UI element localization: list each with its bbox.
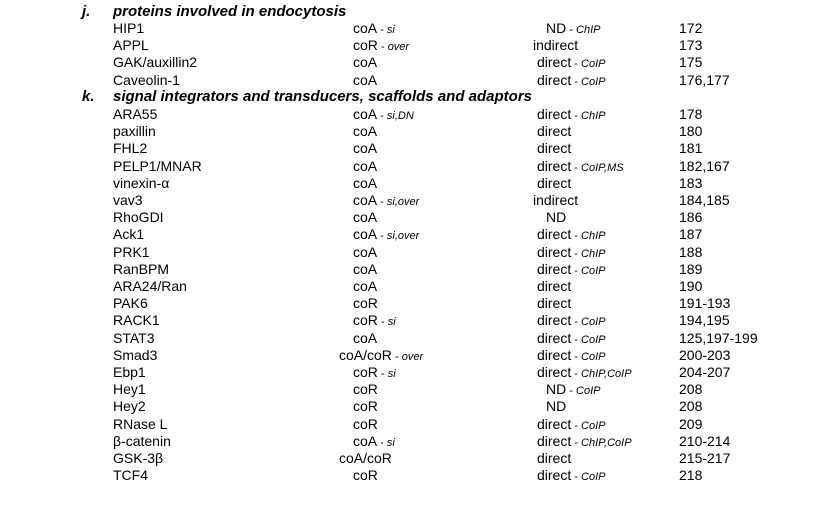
coregulator-activity	[353, 312, 396, 331]
table-row	[0, 416, 820, 433]
activity-method-note: si,DN	[386, 110, 414, 122]
interaction-type	[546, 398, 566, 415]
note-separator: -	[571, 230, 582, 243]
protein-name: β-catenin	[113, 432, 171, 449]
interaction-value: direct	[537, 415, 572, 432]
interaction-value: direct	[537, 346, 572, 363]
section-letter: k.	[82, 88, 95, 105]
interaction-method-note: CoIP	[581, 264, 606, 277]
interaction-value: indirect	[533, 37, 579, 54]
activity-method-note: si,over	[386, 230, 420, 243]
coregulator-activity	[353, 123, 377, 140]
reference-numbers: 181	[679, 140, 703, 157]
reference-numbers: 175	[679, 54, 703, 71]
activity-method-note: si	[386, 24, 395, 36]
activity-value: coR	[353, 37, 378, 54]
protein-name: ARA24/Ran	[113, 278, 187, 294]
activity-value: coA	[353, 243, 378, 260]
reference-numbers: 215-217	[679, 450, 731, 466]
protein-name: APPL	[113, 37, 149, 54]
reference-numbers: 188	[679, 243, 703, 260]
coregulator-activity	[353, 295, 378, 312]
protein-name: GSK-3β	[113, 450, 164, 466]
note-separator: -	[571, 471, 582, 484]
reference-numbers: 194,195	[679, 312, 730, 329]
protein-name: STAT3	[113, 329, 155, 346]
interaction-type	[537, 416, 605, 435]
activity-method-note: si	[387, 368, 396, 380]
interaction-value: ND	[546, 381, 567, 398]
interaction-type	[546, 209, 566, 226]
reference-numbers: 180	[679, 123, 703, 140]
reference-numbers: 125,197-199	[679, 329, 758, 346]
table-row	[0, 37, 820, 54]
reference-numbers: 178	[679, 106, 703, 122]
interaction-method-note: CoIP	[581, 333, 606, 346]
coregulator-activity	[353, 416, 378, 433]
activity-value: coA	[353, 20, 378, 36]
activity-value: coA	[353, 174, 378, 191]
activity-value: coA	[353, 157, 378, 174]
interaction-type	[537, 175, 571, 192]
protein-name: PAK6	[113, 295, 148, 312]
reference-numbers: 218	[679, 467, 703, 484]
interaction-type	[537, 244, 605, 263]
interaction-method-note: CoIP	[581, 419, 606, 432]
interaction-method-note: CoIP	[581, 471, 606, 484]
activity-value: coA	[353, 329, 378, 346]
protein-name: paxillin	[113, 123, 156, 140]
activity-value: coR	[353, 398, 378, 415]
interaction-value: direct	[537, 467, 572, 484]
note-separator: -	[571, 264, 582, 277]
reference-numbers: 183	[679, 174, 703, 191]
note-separator: -	[391, 350, 402, 363]
interaction-type	[537, 450, 571, 467]
reference-numbers: 190	[679, 278, 703, 294]
table-row	[0, 244, 820, 261]
coregulator-activity	[353, 54, 377, 71]
table-row	[0, 123, 820, 140]
interaction-method-note: ChIP,CoIP	[581, 368, 632, 380]
table-row	[0, 175, 820, 192]
protein-name: GAK/auxillin2	[113, 54, 198, 71]
coregulator-activity	[353, 140, 377, 157]
reference-numbers: 176,177	[679, 71, 730, 88]
protein-name: TCF4	[113, 467, 148, 484]
note-separator: -	[571, 350, 582, 363]
reference-numbers: 173	[679, 37, 703, 54]
coregulator-activity	[353, 244, 377, 261]
protein-name: Hey1	[113, 381, 146, 398]
interaction-type	[537, 312, 605, 331]
coregulator-activity	[353, 158, 377, 175]
coregulator-activity	[353, 433, 395, 452]
table-row	[0, 106, 820, 123]
interaction-type	[537, 295, 571, 312]
activity-value: coA	[353, 432, 378, 449]
activity-value: coR	[353, 415, 378, 432]
table-row	[0, 398, 820, 415]
note-separator: -	[377, 230, 387, 243]
interaction-method-note: CoIP	[581, 316, 606, 329]
table-row	[0, 295, 820, 312]
activity-method-note: si	[386, 436, 395, 449]
table-row	[0, 330, 820, 347]
activity-method-note: si,over	[386, 196, 420, 208]
note-separator: -	[377, 41, 388, 54]
coregulator-activity	[339, 347, 423, 366]
protein-name: Smad3	[113, 346, 158, 363]
interaction-type	[537, 140, 571, 157]
coregulator-activity	[353, 261, 377, 278]
note-separator: -	[377, 368, 388, 380]
activity-value: coA	[353, 106, 378, 122]
protein-name: RNase L	[113, 415, 168, 432]
table-row	[0, 347, 820, 364]
protein-name: Caveolin-1	[113, 71, 180, 88]
interaction-method-note: ChIP,CoIP	[581, 436, 632, 449]
protein-name: FHL2	[113, 140, 148, 157]
table-row	[0, 364, 820, 381]
reference-numbers: 186	[679, 209, 703, 226]
protein-name: vav3	[113, 192, 143, 208]
coregulator-activity	[353, 467, 378, 484]
activity-value: coA	[353, 123, 378, 140]
interaction-type	[537, 467, 605, 486]
interaction-value: direct	[537, 312, 572, 329]
interaction-method-note: ChIP	[581, 230, 606, 243]
note-separator: -	[571, 161, 582, 174]
interaction-type	[537, 158, 624, 177]
activity-value: coA	[353, 209, 378, 226]
interaction-value: direct	[537, 54, 572, 71]
coregulator-activity	[353, 175, 377, 192]
interaction-type	[546, 381, 600, 400]
activity-value: coA	[353, 260, 378, 277]
note-separator: -	[377, 110, 387, 122]
protein-name: vinexin-α	[113, 174, 170, 191]
interaction-value: ND	[546, 20, 567, 36]
interaction-type	[537, 54, 605, 73]
coregulator-activity	[353, 209, 377, 226]
interaction-value: direct	[537, 329, 572, 346]
activity-value: coR	[353, 295, 378, 312]
coregulator-activity	[353, 192, 419, 211]
reference-numbers: 209	[679, 415, 703, 432]
note-separator: -	[571, 316, 582, 329]
activity-value: coA/coR	[339, 450, 392, 466]
note-separator: -	[571, 436, 582, 449]
table-row	[0, 278, 820, 295]
interaction-type	[537, 261, 605, 280]
table-row	[0, 381, 820, 398]
interaction-value: direct	[537, 432, 572, 449]
note-separator: -	[571, 333, 582, 346]
activity-value: coA	[353, 226, 378, 243]
note-separator: -	[377, 24, 387, 36]
interaction-value: direct	[537, 260, 572, 277]
note-separator: -	[377, 316, 388, 329]
interaction-value: direct	[537, 243, 572, 260]
activity-value: coA/coR	[339, 346, 392, 363]
table-row	[0, 209, 820, 226]
protein-name: PELP1/MNAR	[113, 157, 202, 174]
protein-name: Ebp1	[113, 364, 146, 380]
coregulator-activity	[353, 106, 414, 125]
protein-name: RhoGDI	[113, 209, 164, 226]
interaction-value: ND	[546, 209, 567, 226]
interaction-type	[533, 192, 578, 209]
table-row	[0, 20, 820, 37]
interaction-method-note: ChIP	[581, 110, 606, 122]
table-row	[0, 467, 820, 484]
section-title: signal integrators and transducers, scaffolds and adaptors	[113, 88, 532, 105]
note-separator: -	[571, 58, 582, 71]
reference-numbers: 172	[679, 20, 703, 36]
interaction-type	[537, 433, 632, 452]
reference-numbers: 204-207	[679, 364, 731, 380]
interaction-type	[537, 347, 605, 366]
interaction-value: direct	[537, 226, 572, 243]
note-separator: -	[377, 196, 387, 208]
interaction-value: direct	[537, 123, 572, 140]
activity-value: coA	[353, 278, 378, 294]
interaction-type	[537, 226, 605, 245]
interaction-type	[537, 72, 605, 91]
coregulator-activity	[353, 364, 396, 383]
interaction-method-note: ChIP	[581, 247, 606, 260]
protein-name: PRK1	[113, 243, 150, 260]
activity-value: coA	[353, 140, 378, 157]
reference-numbers: 182,167	[679, 157, 730, 174]
interaction-method-note: CoIP	[581, 350, 606, 363]
reference-numbers: 189	[679, 260, 703, 277]
activity-method-note: over	[387, 41, 410, 54]
table-row	[0, 140, 820, 157]
interaction-method-note: CoIP	[581, 75, 606, 88]
note-separator: -	[571, 368, 582, 380]
interaction-method-note: CoIP,MS	[581, 161, 624, 174]
interaction-method-note: CoIP	[581, 58, 606, 71]
interaction-value: direct	[537, 71, 572, 88]
section-title: proteins involved in endocytosis	[113, 3, 347, 20]
coregulator-activity	[353, 72, 377, 89]
interaction-value: direct	[537, 278, 572, 294]
protein-name: RanBPM	[113, 260, 170, 277]
coregulator-activity	[353, 381, 378, 398]
coregulator-activity	[353, 330, 377, 347]
interaction-value: direct	[537, 295, 572, 312]
reference-numbers: 184,185	[679, 192, 730, 208]
activity-value: coA	[353, 54, 378, 71]
interaction-value: direct	[537, 364, 572, 380]
note-separator: -	[571, 419, 582, 432]
interaction-value: direct	[537, 450, 572, 466]
reference-numbers: 210-214	[679, 432, 731, 449]
activity-value: coR	[353, 381, 378, 398]
section-letter: j.	[82, 3, 91, 20]
protein-name: Hey2	[113, 398, 146, 415]
table-row	[0, 312, 820, 329]
table-row	[0, 158, 820, 175]
activity-value: coR	[353, 467, 378, 484]
table-row	[0, 450, 820, 467]
activity-value: coR	[353, 364, 378, 380]
protein-name: Ack1	[113, 226, 145, 243]
interaction-value: indirect	[533, 192, 579, 208]
protein-name: HIP1	[113, 20, 145, 36]
protein-name: RACK1	[113, 312, 160, 329]
activity-method-note: si	[387, 316, 396, 329]
note-separator: -	[571, 247, 582, 260]
interaction-type	[537, 278, 571, 295]
interaction-type	[533, 37, 578, 54]
coregulator-activity	[353, 20, 395, 39]
interaction-type	[537, 330, 605, 349]
note-separator: -	[571, 110, 582, 122]
interaction-type	[537, 123, 571, 140]
table-row	[0, 192, 820, 209]
coregulator-activity	[353, 37, 409, 56]
note-separator: -	[377, 436, 387, 449]
interaction-type	[537, 364, 632, 383]
interaction-method-note: CoIP	[576, 385, 601, 398]
interaction-value: direct	[537, 140, 572, 157]
coregulator-activity	[353, 278, 377, 295]
interaction-value: direct	[537, 106, 572, 122]
reference-numbers: 200-203	[679, 346, 731, 363]
table-row	[0, 72, 820, 89]
coregulator-activity	[353, 398, 378, 415]
interaction-value: direct	[537, 157, 572, 174]
interaction-type	[537, 106, 605, 125]
interaction-type	[546, 20, 600, 39]
activity-value: coA	[353, 71, 378, 88]
reference-numbers: 191-193	[679, 295, 731, 312]
interaction-value: ND	[546, 398, 567, 415]
reference-numbers: 187	[679, 226, 703, 243]
interaction-method-note: ChIP	[576, 24, 601, 36]
table-row	[0, 226, 820, 243]
activity-value: coA	[353, 192, 378, 208]
protein-name: ARA55	[113, 106, 158, 122]
table-row	[0, 261, 820, 278]
activity-value: coR	[353, 312, 378, 329]
table-row	[0, 54, 820, 71]
note-separator: -	[566, 24, 577, 36]
reference-numbers: 208	[679, 381, 703, 398]
activity-method-note: over	[401, 350, 424, 363]
coregulator-activity	[339, 450, 392, 467]
coregulator-activity	[353, 226, 419, 245]
interaction-value: direct	[537, 174, 572, 191]
reference-numbers: 208	[679, 398, 703, 415]
table-row	[0, 433, 820, 450]
note-separator: -	[571, 75, 582, 88]
note-separator: -	[566, 385, 577, 398]
